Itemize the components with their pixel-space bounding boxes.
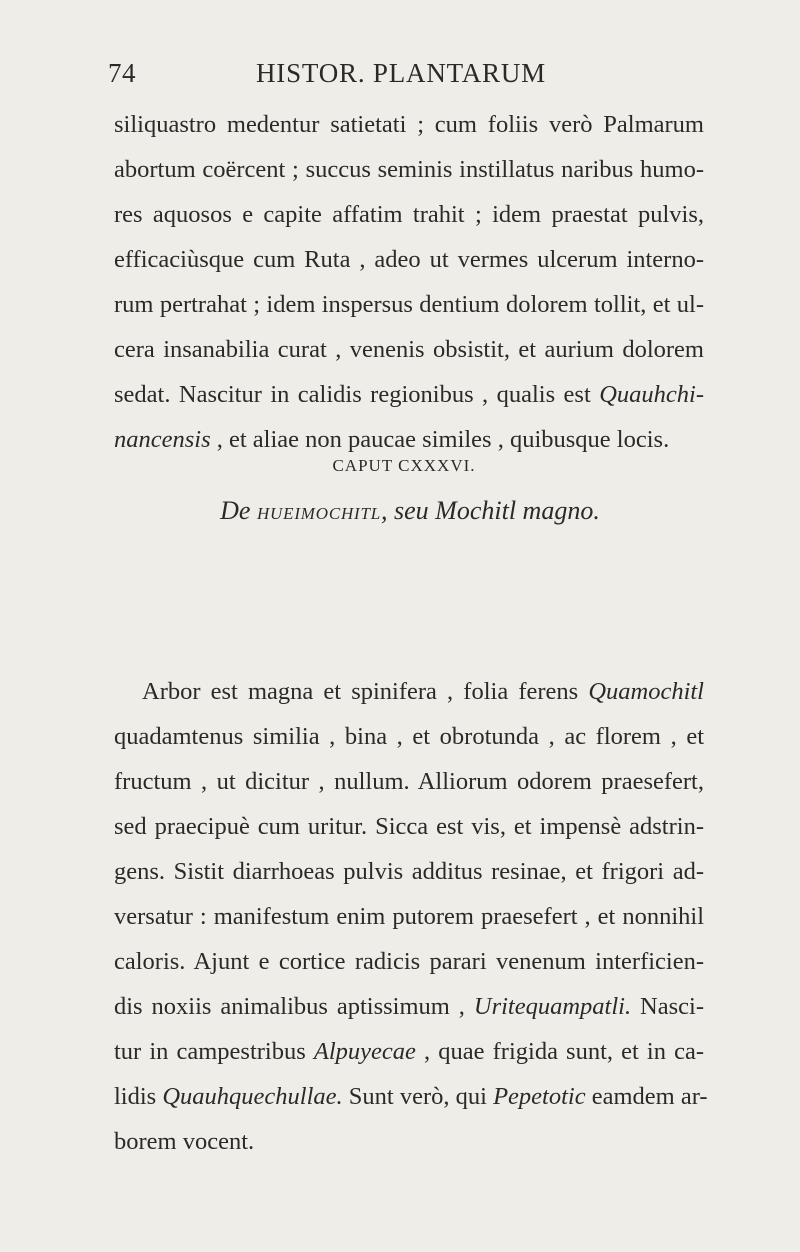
text-segment: tur in campestribus [114, 1038, 314, 1065]
text-line: res aquosos e capite affatim trahit ; idem praestat pulvis, [114, 201, 704, 228]
place-name: nancensis [114, 426, 211, 453]
text-line [114, 984, 704, 1029]
text-line: quadamtenus similia , bina , et obrotunda , ac florem , et [114, 723, 704, 750]
place-name: Quauhchi- [599, 381, 704, 408]
text-line: gens. Sistit diarrhoeas pulvis additus resinae, et frigori ad- [114, 858, 704, 885]
plant-name: Uritequampatli. [473, 993, 632, 1020]
page-number: 74 [108, 58, 136, 88]
chapter-title [0, 496, 800, 526]
text-line: fructum , ut dicitur , nullum. Alliorum odorem praesefert, [114, 768, 704, 795]
paragraph-2 [114, 669, 708, 1164]
text-segment: , quae frigida sunt, et in ca- [415, 1038, 704, 1065]
plant-name: HUEIMOCHITL [256, 504, 382, 523]
place-name: Quauhquechullae. [162, 1083, 343, 1110]
text-line: sed praecipuè cum uritur. Sicca est vis, et impensè adstrin- [114, 813, 704, 840]
text-line: rum pertrahat ; idem inspersus dentium dolorem tollit, et ul- [114, 291, 704, 318]
text-segment: dis noxiis animalibus aptissimum , [114, 993, 474, 1020]
text-line: cera insanabilia curat , venenis obsistit, et aurium dolorem [114, 336, 704, 363]
text-segment: eamdem ar- [585, 1083, 708, 1110]
text-segment: Sunt verò, qui [342, 1083, 494, 1110]
chapter-title-de: De [220, 496, 251, 525]
text-line: caloris. Ajunt e cortice radicis parari venenum interficien- [114, 948, 704, 975]
text-line: efficaciùsque cum Ruta , adeo ut vermes ulcerum interno- [114, 246, 704, 273]
text-segment: Nasci- [631, 993, 704, 1020]
text-segment: Arbor est magna et spinifera , folia ferens [142, 678, 589, 705]
text-line: versatur : manifestum enim putorem praesefert , et nonnihil [114, 903, 704, 930]
text-line: abortum coërcent ; succus seminis instillatus naribus humo- [114, 156, 704, 183]
plant-name: Quamochitl [588, 678, 704, 705]
place-name: Alpuyecae [313, 1038, 416, 1065]
text-segment: , et aliae non paucae similes , quibusque locis. [210, 426, 670, 453]
plant-name: Pepetotic [493, 1083, 586, 1110]
text-segment: lidis [114, 1083, 163, 1110]
text-segment: sedat. Nascitur in calidis regionibus , qualis est [114, 381, 600, 408]
text-line [114, 1074, 708, 1119]
text-line: borem vocent. [114, 1128, 255, 1155]
text-line [114, 1029, 704, 1074]
page-header [108, 58, 668, 98]
text-line [114, 669, 704, 714]
chapter-title-rest: , seu Mochitl magno. [381, 496, 600, 525]
paragraph-1 [114, 102, 704, 462]
chapter-number: CAPUT CXXXVI. [332, 456, 476, 475]
text-line: siliquastro medentur satietati ; cum foliis verò Palmarum [114, 111, 704, 138]
text-line [114, 372, 704, 417]
running-title: HISTOR. PLANTARUM [256, 58, 546, 88]
